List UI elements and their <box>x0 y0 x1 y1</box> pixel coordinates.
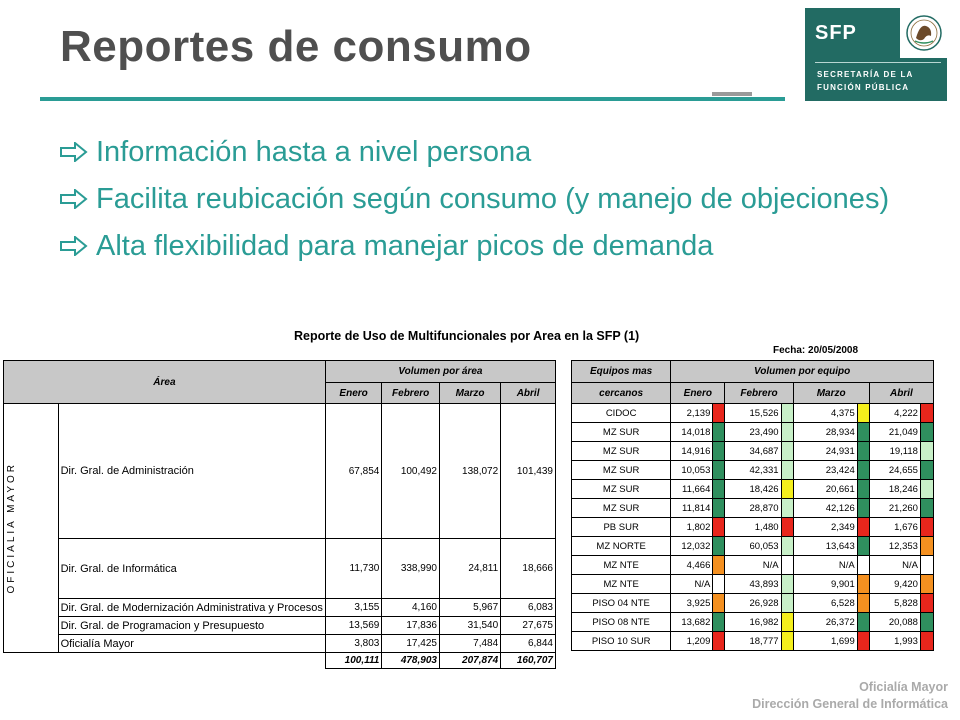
status-indicator <box>781 632 793 651</box>
equipo-value: 1,676 <box>869 518 920 537</box>
group-cell <box>4 404 59 653</box>
area-value: 17,425 <box>382 635 440 653</box>
area-value: 18,666 <box>501 539 556 599</box>
area-value: 100,492 <box>382 404 440 539</box>
equipo-value: 16,982 <box>725 613 781 632</box>
table-row <box>4 617 556 635</box>
status-indicator <box>920 480 933 499</box>
equipo-value: 20,088 <box>869 613 920 632</box>
equipo-value: N/A <box>869 556 920 575</box>
equipo-value: 13,643 <box>793 537 857 556</box>
equipo-value: 4,375 <box>793 404 857 423</box>
status-indicator <box>781 613 793 632</box>
status-indicator <box>781 461 793 480</box>
header-month: Febrero <box>382 383 440 404</box>
bullet-text: Información hasta a nivel persona <box>96 136 532 168</box>
total-value: 160,707 <box>501 653 556 669</box>
equipo-value: 6,528 <box>793 594 857 613</box>
equipo-name: MZ SUR <box>572 480 671 499</box>
equipo-value: 1,480 <box>725 518 781 537</box>
table-row <box>572 575 934 594</box>
status-indicator <box>713 518 725 537</box>
slide-title: Reportes de consumo <box>60 22 532 71</box>
bullet-list <box>60 132 890 273</box>
equipo-name: MZ SUR <box>572 499 671 518</box>
equipo-value: 42,331 <box>725 461 781 480</box>
equipo-value: 11,814 <box>671 499 713 518</box>
status-indicator <box>857 556 869 575</box>
header-volume-equipo: Volumen por equipo <box>671 361 934 383</box>
equipo-value: 42,126 <box>793 499 857 518</box>
table-row <box>572 613 934 632</box>
status-indicator <box>857 518 869 537</box>
equipo-value: 2,349 <box>793 518 857 537</box>
area-value: 5,967 <box>439 599 500 617</box>
status-indicator <box>857 423 869 442</box>
equipo-value: 11,664 <box>671 480 713 499</box>
equipo-value: 13,682 <box>671 613 713 632</box>
table-row <box>572 499 934 518</box>
equipo-name: MZ SUR <box>572 442 671 461</box>
equipo-value: 21,260 <box>869 499 920 518</box>
area-usage-table <box>3 360 556 669</box>
status-indicator <box>781 537 793 556</box>
table-row <box>4 404 556 539</box>
area-name: Dir. Gral. de Programacion y Presupuesto <box>58 617 325 635</box>
equipo-value: 23,490 <box>725 423 781 442</box>
equipo-value: 28,870 <box>725 499 781 518</box>
header-month: Enero <box>671 383 725 404</box>
status-indicator <box>920 461 933 480</box>
equipo-value: 10,053 <box>671 461 713 480</box>
status-indicator <box>920 518 933 537</box>
area-value: 13,569 <box>325 617 382 635</box>
area-value: 27,675 <box>501 617 556 635</box>
header-month: Marzo <box>439 383 500 404</box>
sfp-logo <box>805 8 947 101</box>
table-row <box>4 599 556 617</box>
logo-subtitle-1: SECRETARÍA DE LA <box>817 70 914 79</box>
equipo-value: 3,925 <box>671 594 713 613</box>
status-indicator <box>713 423 725 442</box>
area-value: 3,803 <box>325 635 382 653</box>
bullet-text: Alta flexibilidad para manejar picos de demanda <box>96 230 714 262</box>
equipo-name: MZ SUR <box>572 423 671 442</box>
header-month: Febrero <box>725 383 793 404</box>
equipo-table-body <box>572 404 934 651</box>
equipo-value: 1,802 <box>671 518 713 537</box>
logo-divider <box>815 62 941 63</box>
equipo-value: 14,018 <box>671 423 713 442</box>
equipo-value: 26,372 <box>793 613 857 632</box>
area-name: Dir. Gral. de Informática <box>58 539 325 599</box>
bullet-text: Facilita reubicación según consumo (y manejo de objeciones) <box>96 183 890 215</box>
status-indicator <box>920 594 933 613</box>
table-row <box>572 404 934 423</box>
status-indicator <box>713 480 725 499</box>
status-indicator <box>781 480 793 499</box>
status-indicator <box>781 423 793 442</box>
title-rule-accent <box>712 92 752 96</box>
equipo-name: PISO 08 NTE <box>572 613 671 632</box>
equipo-value: 12,032 <box>671 537 713 556</box>
logo-banner <box>805 8 947 58</box>
equipo-value: 23,424 <box>793 461 857 480</box>
status-indicator <box>857 404 869 423</box>
status-indicator <box>857 480 869 499</box>
equipo-value: N/A <box>793 556 857 575</box>
status-indicator <box>857 499 869 518</box>
report-date: Fecha: 20/05/2008 <box>773 345 859 356</box>
area-value: 67,854 <box>325 404 382 539</box>
status-indicator <box>781 556 793 575</box>
equipo-value: 24,931 <box>793 442 857 461</box>
status-indicator <box>857 442 869 461</box>
status-indicator <box>920 556 933 575</box>
equipo-value: 1,993 <box>869 632 920 651</box>
status-indicator <box>857 632 869 651</box>
status-indicator <box>920 423 933 442</box>
area-value: 4,160 <box>382 599 440 617</box>
area-value: 11,730 <box>325 539 382 599</box>
header-volume: Volumen por área <box>325 361 555 383</box>
status-indicator <box>713 461 725 480</box>
area-value: 24,811 <box>439 539 500 599</box>
status-indicator <box>781 518 793 537</box>
status-indicator <box>713 499 725 518</box>
area-value: 6,083 <box>501 599 556 617</box>
area-name: Dir. Gral. de Administración <box>58 404 325 539</box>
status-indicator <box>857 461 869 480</box>
header-area: Área <box>4 361 326 404</box>
arrow-bullet-icon <box>60 142 88 162</box>
status-indicator <box>713 575 725 594</box>
equipo-value: N/A <box>671 575 713 594</box>
equipo-name: PB SUR <box>572 518 671 537</box>
totals-row <box>4 653 556 669</box>
status-indicator <box>713 594 725 613</box>
total-value: 207,874 <box>439 653 500 669</box>
equipo-value: 18,426 <box>725 480 781 499</box>
equipo-value: 60,053 <box>725 537 781 556</box>
equipo-name: PISO 10 SUR <box>572 632 671 651</box>
equipo-usage-table <box>571 360 934 651</box>
logo-seal-box <box>900 8 947 58</box>
table-row <box>572 480 934 499</box>
area-name: Oficialía Mayor <box>58 635 325 653</box>
area-value: 3,155 <box>325 599 382 617</box>
equipo-value: 28,934 <box>793 423 857 442</box>
arrow-bullet-icon <box>60 189 88 209</box>
table-row <box>4 635 556 653</box>
status-indicator <box>857 575 869 594</box>
equipo-name: CIDOC <box>572 404 671 423</box>
area-value: 7,484 <box>439 635 500 653</box>
equipo-value: 15,526 <box>725 404 781 423</box>
equipo-value: 4,222 <box>869 404 920 423</box>
table-row <box>572 632 934 651</box>
equipo-value: 1,209 <box>671 632 713 651</box>
table-row <box>572 461 934 480</box>
status-indicator <box>713 404 725 423</box>
bullet-item <box>60 132 890 173</box>
equipo-value: 21,049 <box>869 423 920 442</box>
equipo-name: MZ NTE <box>572 556 671 575</box>
table-row <box>572 518 934 537</box>
table-row <box>4 539 556 599</box>
equipo-value: N/A <box>725 556 781 575</box>
status-indicator <box>713 442 725 461</box>
status-indicator <box>920 499 933 518</box>
equipo-name: PISO 04 NTE <box>572 594 671 613</box>
equipo-name: MZ NTE <box>572 575 671 594</box>
logo-subtitle-2: FUNCIÓN PÚBLICA <box>817 83 910 92</box>
status-indicator <box>857 613 869 632</box>
footer-department: Dirección General de Informática <box>752 697 948 711</box>
header-month: Abril <box>501 383 556 404</box>
status-indicator <box>857 537 869 556</box>
table-row <box>572 423 934 442</box>
area-value: 17,836 <box>382 617 440 635</box>
status-indicator <box>920 442 933 461</box>
area-value: 338,990 <box>382 539 440 599</box>
area-value: 31,540 <box>439 617 500 635</box>
area-value: 6,844 <box>501 635 556 653</box>
status-indicator <box>920 404 933 423</box>
footer-organization: Oficialía Mayor <box>859 680 948 694</box>
status-indicator <box>713 556 725 575</box>
header-month: Enero <box>325 383 382 404</box>
status-indicator <box>781 499 793 518</box>
equipo-value: 18,777 <box>725 632 781 651</box>
equipo-value: 2,139 <box>671 404 713 423</box>
equipo-value: 19,118 <box>869 442 920 461</box>
equipo-value: 43,893 <box>725 575 781 594</box>
equipo-value: 14,916 <box>671 442 713 461</box>
equipo-value: 9,420 <box>869 575 920 594</box>
table-row <box>572 594 934 613</box>
equipo-value: 4,466 <box>671 556 713 575</box>
logo-text: SFP <box>815 22 857 44</box>
equipo-value: 26,928 <box>725 594 781 613</box>
equipo-value: 20,661 <box>793 480 857 499</box>
status-indicator <box>713 613 725 632</box>
status-indicator <box>781 404 793 423</box>
header-equipos: Equipos mas <box>572 361 671 383</box>
status-indicator <box>920 632 933 651</box>
status-indicator <box>781 575 793 594</box>
status-indicator <box>713 632 725 651</box>
national-seal-icon <box>904 12 944 54</box>
title-rule <box>40 97 785 101</box>
status-indicator <box>920 537 933 556</box>
status-indicator <box>713 537 725 556</box>
header-month: Abril <box>869 383 933 404</box>
equipo-value: 9,901 <box>793 575 857 594</box>
table-row <box>572 442 934 461</box>
header-month: Marzo <box>793 383 869 404</box>
total-value: 478,903 <box>382 653 440 669</box>
area-value: 101,439 <box>501 404 556 539</box>
equipo-value: 34,687 <box>725 442 781 461</box>
status-indicator <box>781 594 793 613</box>
report-title: Reporte de Uso de Multifuncionales por Area en la SFP (1) <box>294 329 640 343</box>
total-value: 100,111 <box>325 653 382 669</box>
status-indicator <box>920 575 933 594</box>
bullet-item <box>60 226 890 267</box>
equipo-name: MZ SUR <box>572 461 671 480</box>
header-equipos: cercanos <box>572 383 671 404</box>
status-indicator <box>920 613 933 632</box>
equipo-value: 1,699 <box>793 632 857 651</box>
table-row <box>572 556 934 575</box>
area-value: 138,072 <box>439 404 500 539</box>
group-label: OFICIALIA MAYOR <box>6 462 17 594</box>
status-indicator <box>781 442 793 461</box>
equipo-name: MZ NORTE <box>572 537 671 556</box>
arrow-bullet-icon <box>60 236 88 256</box>
status-indicator <box>857 594 869 613</box>
area-name: Dir. Gral. de Modernización Administrativa y Procesos <box>58 599 325 617</box>
bullet-item <box>60 179 890 220</box>
equipo-value: 24,655 <box>869 461 920 480</box>
equipo-value: 12,353 <box>869 537 920 556</box>
table-row <box>572 537 934 556</box>
equipo-value: 5,828 <box>869 594 920 613</box>
equipo-value: 18,246 <box>869 480 920 499</box>
